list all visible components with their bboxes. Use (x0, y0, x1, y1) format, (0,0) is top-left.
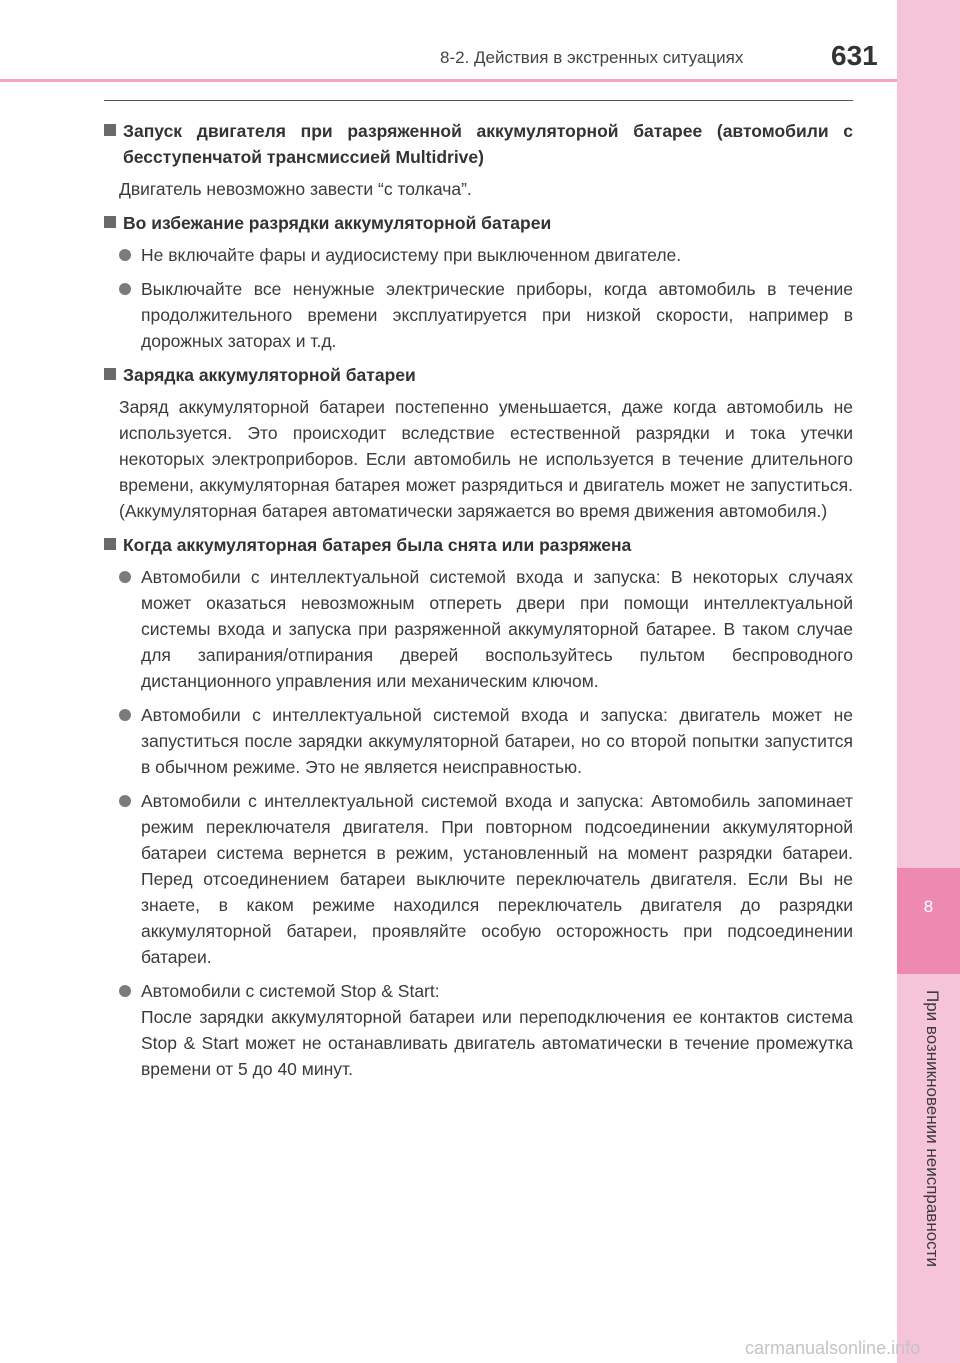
chapter-number-tab: 8 (897, 868, 960, 974)
bullet-item: Автомобили с интеллектуальной системой входа и запуска: Автомобиль запоминает режим переключателя двигателя. При повторном подсоединении аккумуляторной батареи система вернется в режим, установленный на момент разрядки батареи. Перед отсоединением батареи выключите переключатель двигателя. Если Вы не знаете, в каком режиме находился переключатель двигателя до разрядки аккумуляторной батареи, проявляйте особую осторожность при подсоединении батареи. (104, 788, 853, 970)
running-header-title: 8-2. Действия в экстренных ситуациях (440, 48, 744, 67)
page-number: 631 (831, 40, 878, 71)
circle-bullet-icon (119, 283, 131, 295)
circle-bullet-icon (119, 571, 131, 583)
section-heading: Во избежание разрядки аккумуляторной батареи (104, 210, 853, 236)
page-content (104, 110, 853, 1090)
circle-bullet-icon (119, 709, 131, 721)
section-heading: Зарядка аккумуляторной батареи (104, 362, 853, 388)
bullet-item: Выключайте все ненужные электрические приборы, когда автомобиль в течение продолжительного времени эксплуатируется при низкой скорости, например в дорожных заторах и т.д. (104, 276, 853, 354)
circle-bullet-icon (119, 985, 131, 997)
square-bullet-icon (104, 216, 116, 228)
circle-bullet-icon (119, 795, 131, 807)
section-heading: Запуск двигателя при разряженной аккумуляторной батарее (автомобили с бесступенчатой трансмиссией Multidrive) (104, 118, 853, 170)
section-heading: Когда аккумуляторная батарея была снята или разряжена (104, 532, 853, 558)
bullet-item: Не включайте фары и аудиосистему при выключенном двигателе. (104, 242, 853, 268)
bullet-item: Автомобили с интеллектуальной системой входа и запуска: двигатель может не запуститься после зарядки аккумуляторной батареи, но со второй попытки запустится в обычном режиме. Это не является неисправностью. (104, 702, 853, 780)
square-bullet-icon (104, 124, 116, 136)
square-bullet-icon (104, 368, 116, 380)
circle-bullet-icon (119, 249, 131, 261)
section-paragraph: Двигатель невозможно завести “с толкача”. (119, 179, 472, 199)
watermark-text: carmanualsonline.info (745, 1338, 921, 1358)
square-bullet-icon (104, 538, 116, 550)
header-divider (0, 79, 897, 82)
content-top-rule (104, 100, 853, 101)
section-paragraph: Заряд аккумуляторной батареи постепенно уменьшается, даже когда автомобиль не используется. Это происходит вследствие естественной разрядки и тока утечки некоторых электроприборов. Если автомобиль не используется в течение длительного времени, аккумуляторная батарея может разрядиться и двигатель может не запуститься. (Аккумуляторная батарея автоматически заряжается во время движения автомобиля.) (119, 397, 853, 521)
bullet-item-stop-start: Автомобили с системой Stop & Start: После зарядки аккумуляторной батареи или переподключения ее контактов система Stop & Start может не останавливать двигатель автоматически в течение промежутка времени от 5 до 40 минут. (104, 978, 853, 1082)
bullet-item: Автомобили с интеллектуальной системой входа и запуска: В некоторых случаях может оказаться невозможным отпереть двери при помощи интеллектуальной системы входа и запуска при разряженной аккумуляторной батарее. В таком случае для запирания/отпирания дверей воспользуйтесь пультом беспроводного дистанционного управления или механическим ключом. (104, 564, 853, 694)
chapter-title-vertical: При возникновении неисправности (923, 990, 942, 1267)
